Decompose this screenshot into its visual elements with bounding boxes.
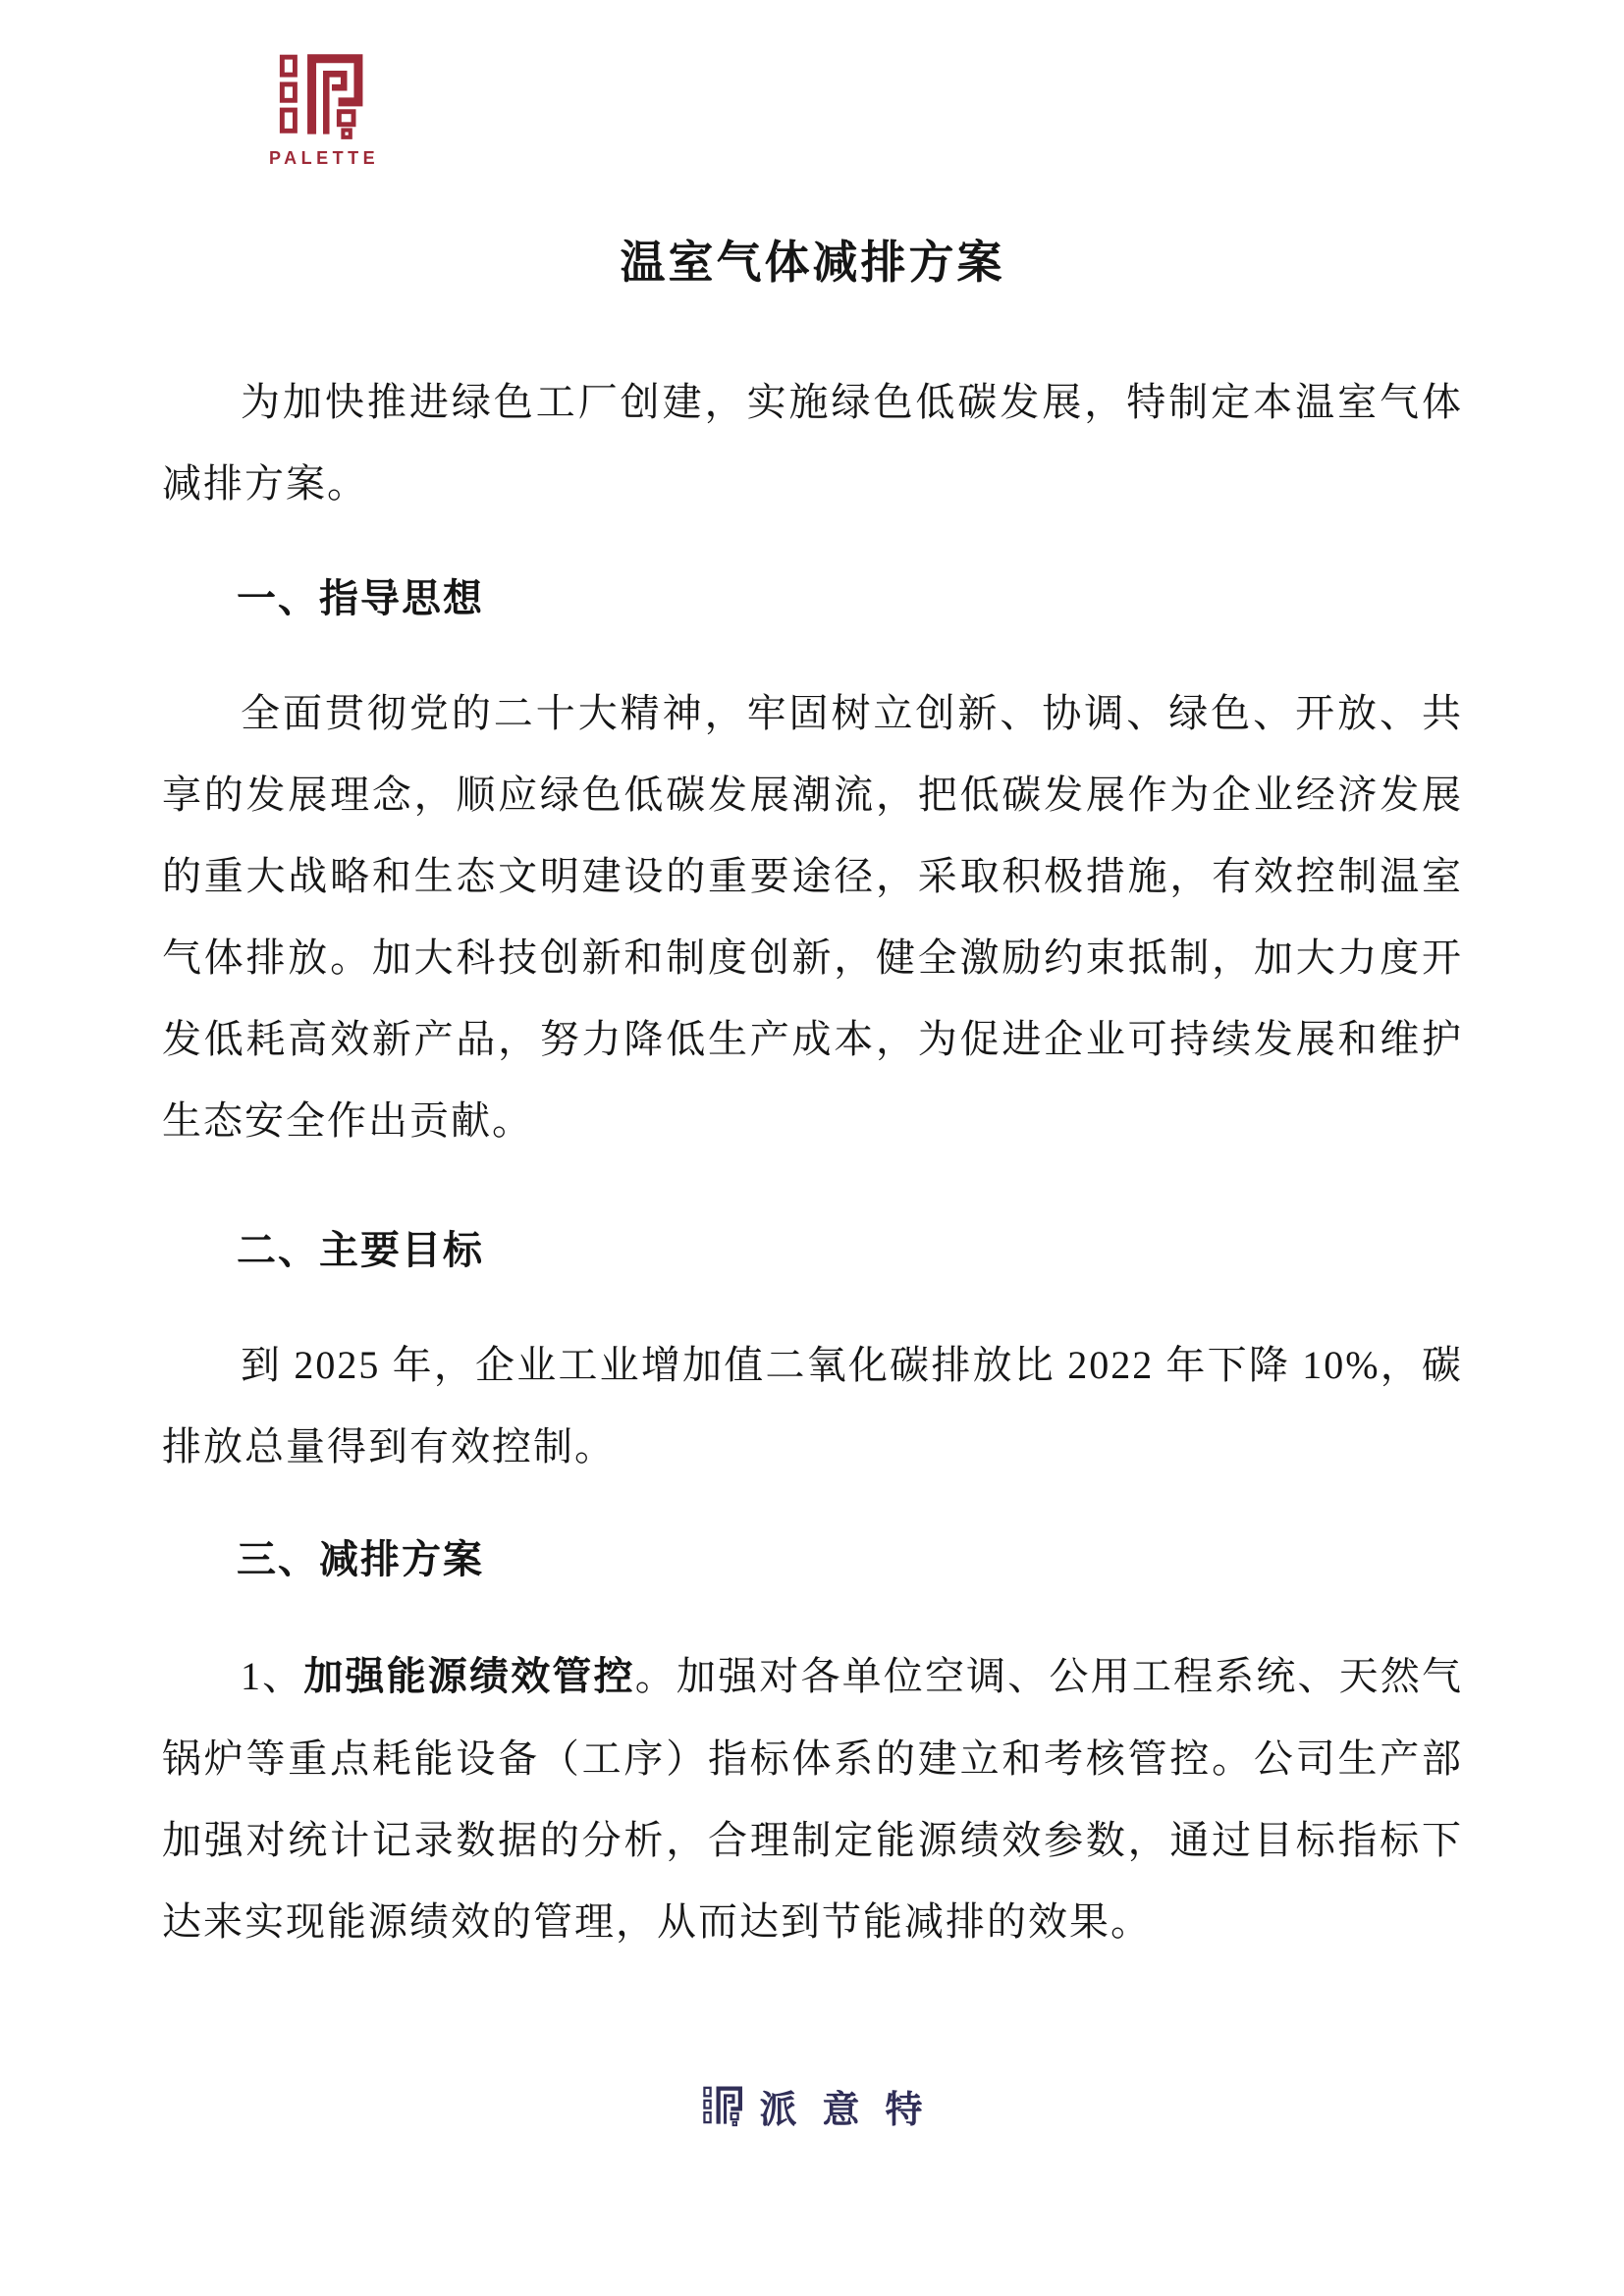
section-3-item-paragraph <box>162 1635 1463 1962</box>
header-brand-name: PALETTE <box>269 148 380 168</box>
document-content <box>162 0 1463 1962</box>
document-title: 温室气体减排方案 <box>620 238 1005 288</box>
intro-paragraph: 为加快推进绿色工厂创建，实施绿色低碳发展，特制定本温室气体减排方案。 <box>162 380 1463 506</box>
item-title: 加强能源绩效管控 <box>303 1655 635 1698</box>
item-number: 1、 <box>241 1654 304 1698</box>
section-2-paragraph: 到 2025 年，企业工业增加值二氧化碳排放比 2022 年下降 10%，碳排放总量得到有效控制。 <box>162 1343 1463 1468</box>
footer-brand-name: 派意特 <box>759 2090 948 2131</box>
item-body: 。加强对各单位空调、公用工程系统、天然气锅炉等重点耗能设备（工序）指标体系的建立和考核管控。公司生产部加强对统计记录数据的分析，合理制定能源绩效参数，通过目标指标下达来实现能源绩效的管理，从而达到节能减排的效果。 <box>162 1654 1464 1944</box>
section-1-heading: 一、指导思想 <box>237 577 484 620</box>
section-2-heading: 二、主要目标 <box>237 1229 484 1272</box>
section-1-paragraph: 全面贯彻党的二十大精神，牢固树立创新、协调、绿色、开放、共享的发展理念，顺应绿色低碳发展潮流，把低碳发展作为企业经济发展的重大战略和生态文明建设的重要途径，采取积极措施，有效控制温室气体排放。加大科技创新和制度创新，健全激励约束抵制，加大力度开发低耗高效新产品，努力降低生产成本，为促进企业可持续发展和维护生态安全作出贡献。 <box>162 691 1463 1143</box>
paiyite-logo-icon <box>701 2084 746 2129</box>
section-3-heading: 三、减排方案 <box>237 1538 484 1581</box>
footer-brand-logo <box>0 2079 1624 2133</box>
